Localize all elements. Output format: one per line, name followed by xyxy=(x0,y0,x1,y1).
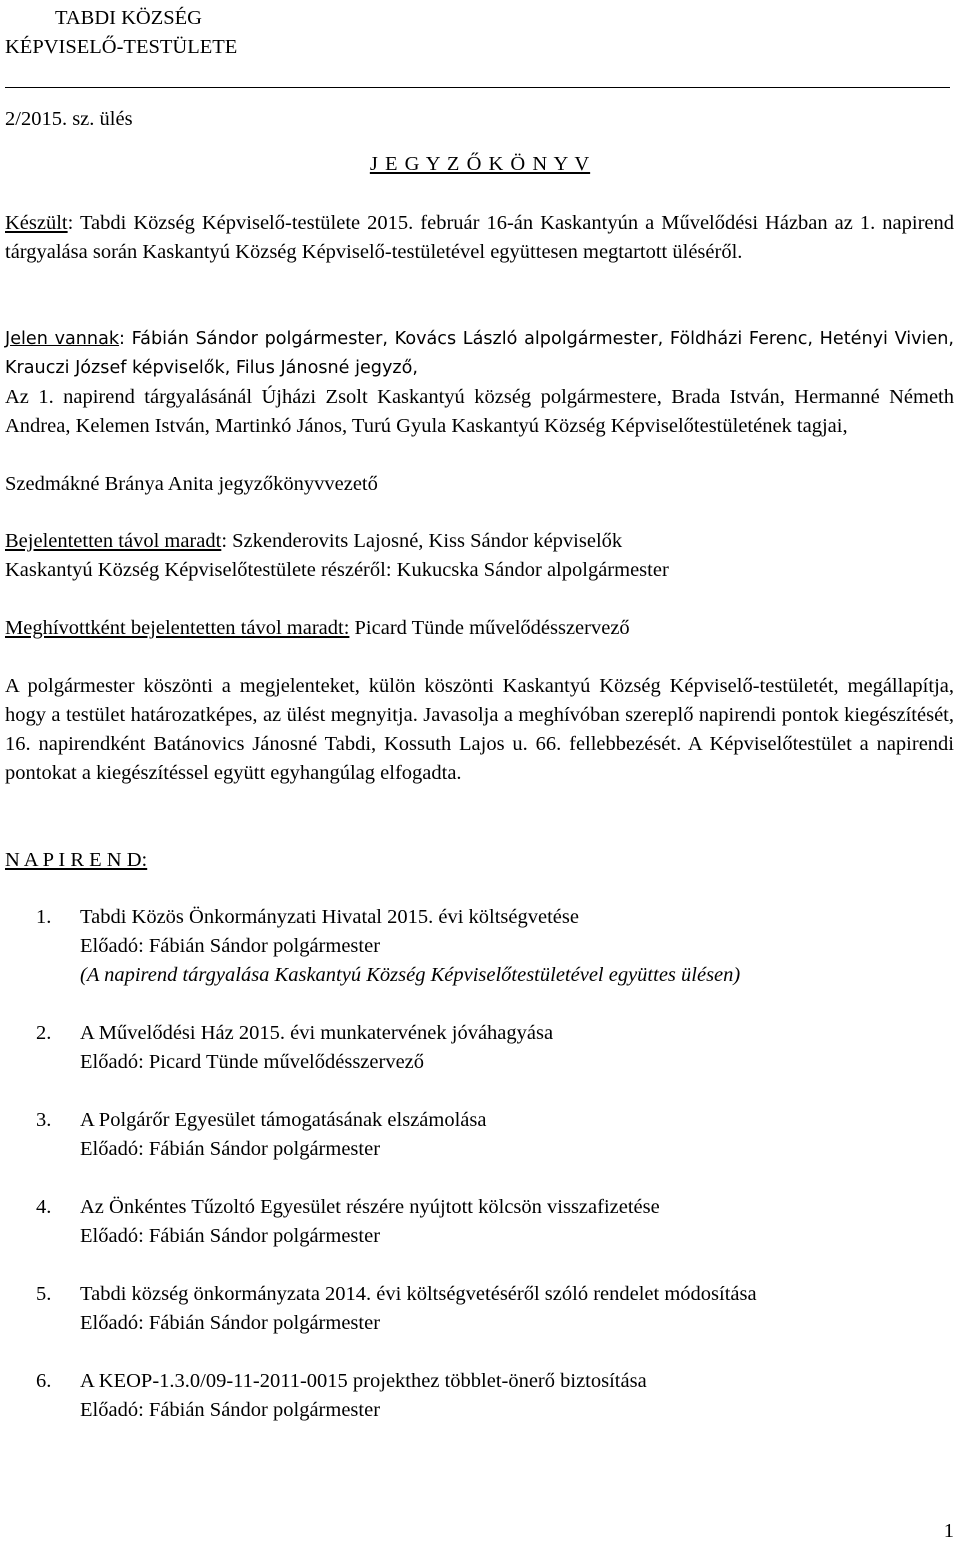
agenda-number: 2. xyxy=(36,1022,52,1044)
agenda-title: Az Önkéntes Tűzoltó Egyesület részére nyújtott kölcsön visszafizetése xyxy=(80,1196,660,1218)
agenda-title: A KEOP-1.3.0/09-11-2011-0015 projekthez többlet-önerő biztosítása xyxy=(80,1370,647,1392)
present-paragraph xyxy=(5,325,954,383)
agenda-heading xyxy=(5,846,954,875)
agenda-number: 3. xyxy=(36,1109,52,1131)
agenda-item xyxy=(36,903,954,990)
agenda-item xyxy=(36,1280,954,1338)
opening-paragraph xyxy=(5,672,954,788)
agenda-number: 1. xyxy=(36,906,52,928)
present-text: : Fábián Sándor polgármester, Kovács László alpolgármester, Földházi Ferenc, Hetényi Vivien, Krauczi József képviselők, Filus Jánosné jegyző, xyxy=(5,329,955,378)
agenda-title: A Művelődési Ház 2015. évi munkatervének jóváhagyása xyxy=(80,1022,554,1044)
council-name xyxy=(55,4,954,33)
invited-absent xyxy=(5,614,954,643)
absent-paragraph xyxy=(5,527,954,556)
agenda-presenter: Előadó: Fábián Sándor polgármester xyxy=(80,1138,381,1160)
agenda-item xyxy=(36,1106,954,1164)
agenda-title: Tabdi község önkormányzata 2014. évi költségvetéséről szóló rendelet módosítása xyxy=(80,1283,757,1305)
invited-label: Meghívottként bejelentetten távol maradt: xyxy=(5,617,350,639)
agenda-presenter: Előadó: Picard Tünde művelődésszervező xyxy=(80,1051,425,1073)
agenda-one-attendees-text: Az 1. napirend tárgyalásánál Újházi Zsolt Kaskantyú község polgármestere, Brada István, Hermanné Németh Andrea, Kelemen István, Martinkó János, Turú Gyula Kaskantyú Község Képviselőtestületének tagjai, xyxy=(5,386,954,437)
agenda-item xyxy=(36,1367,954,1425)
council-body xyxy=(5,33,954,62)
absent-text: : Szkenderovits Lajosné, Kiss Sándor képviselők xyxy=(221,530,623,552)
agenda-presenter: Előadó: Fábián Sándor polgármester xyxy=(80,1225,381,1247)
absent-label: Bejelentetten távol maradt xyxy=(5,530,222,552)
invited-text: Picard Tünde művelődésszervező xyxy=(349,617,630,639)
agenda-item xyxy=(36,1193,954,1251)
agenda-number: 5. xyxy=(36,1283,52,1305)
agenda-note: (A napirend tárgyalása Kaskantyú Község Képviselőtestületével együttes ülésen) xyxy=(80,964,741,986)
absent-kaskantyu-text: Kaskantyú Község Képviselőtestülete részéről: Kukucska Sándor alpolgármester xyxy=(5,559,669,581)
session-number xyxy=(5,105,954,134)
header-line-2: KÉPVISELŐ-TESTÜLETE xyxy=(5,36,238,58)
agenda-title: Tabdi Közös Önkormányzati Hivatal 2015. évi költségvetése xyxy=(80,906,579,928)
agenda-one-attendees xyxy=(5,383,954,441)
present-label: Jelen vannak xyxy=(5,329,120,349)
prepared-label: Készült xyxy=(5,212,68,234)
agenda-title: A Polgárőr Egyesület támogatásának elszámolása xyxy=(80,1109,487,1131)
prepared-text: : Tabdi Község Képviselő-testülete 2015. február 16-án Kaskantyún a Művelődési Házban az 1. napirend tárgyalása során Kaskantyú Község Képviselő-testületével együttesen megtartott üléséről. xyxy=(5,212,954,263)
agenda-presenter: Előadó: Fábián Sándor polgármester xyxy=(80,1399,381,1421)
agenda-item xyxy=(36,1019,954,1077)
header-divider xyxy=(5,87,950,88)
page-number: 1 xyxy=(943,1520,954,1542)
session-label: 2/2015. sz. ülés xyxy=(5,108,133,130)
agenda-number: 6. xyxy=(36,1370,52,1392)
agenda-presenter: Előadó: Fábián Sándor polgármester xyxy=(80,935,381,957)
header-line-1: TABDI KÖZSÉG xyxy=(55,7,202,29)
document-title xyxy=(0,150,960,179)
title-text: J E G Y Z Ő K Ö N Y V xyxy=(369,153,591,175)
agenda-heading-text: N A P I R E N D: xyxy=(5,849,148,871)
agenda-presenter: Előadó: Fábián Sándor polgármester xyxy=(80,1312,381,1334)
prepared-paragraph xyxy=(5,209,954,267)
opening-text: A polgármester köszönti a megjelenteket, külön köszönti Kaskantyú Község Képviselő-testületét, megállapítja, hogy a testület határozatképes, az ülést megnyitja. Javasolja a meghívóban szereplő napirendi pontok kiegészítését, 16. napirendként Batánovics Jánosné Tabdi, Kossuth Lajos u. 66. fellebbezését. A Képviselőtestület a napirendi pontokat a kiegészítéssel együtt egyhangúlag elfogadta. xyxy=(5,675,954,784)
minutes-keeper-text: Szedmákné Bránya Anita jegyzőkönyvvezető xyxy=(5,473,378,495)
agenda-number: 4. xyxy=(36,1196,52,1218)
absent-kaskantyu xyxy=(5,556,954,585)
minutes-keeper xyxy=(5,470,954,499)
